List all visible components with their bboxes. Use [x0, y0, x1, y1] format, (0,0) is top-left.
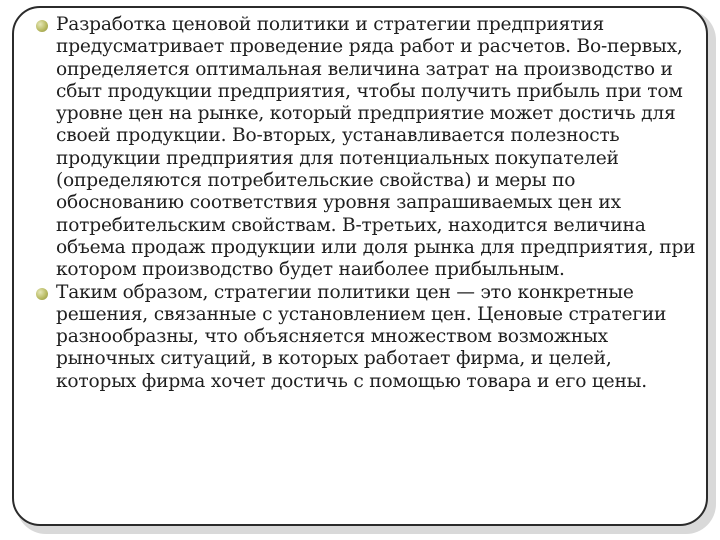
round-bullet-icon: [36, 20, 48, 32]
bullet-text-1: Разработка ценовой политики и стратегии предприятия предусматривает проведение ряда работ и расчетов. Во-первых, определяется оптимальная величина затрат на производство и сбыт продукции предприятия, чтобы получить прибыль при том уровне цен на рынке, который предприятие может достичь для своей продукции. Во-вторых, устанавливается полезность продукции предприятия для потенциальных покупателей (определяются потребительские свойства) и меры по обоснованию соответствия уровня запрашиваемых цен их потребительским свойствам. В-третьих, находится величина объема продаж продукции или доля рынка для предприятия, при котором производство будет наиболее прибыльным.: [56, 14, 696, 281]
bullet-item-1: [56, 14, 696, 282]
bullet-text-2: Таким образом, стратегии политики цен — это конкретные решения, связанные с установлением цен. Ценовые стратегии разнообразны, что объясняется множеством возможных рыночных ситуаций, в которых работает фирма, и целей, которых фирма хочет достичь с помощью товара и его цены.: [56, 281, 667, 392]
slide-content: [56, 14, 696, 393]
bullet-item-2: [56, 282, 696, 393]
round-bullet-icon: [36, 288, 48, 300]
